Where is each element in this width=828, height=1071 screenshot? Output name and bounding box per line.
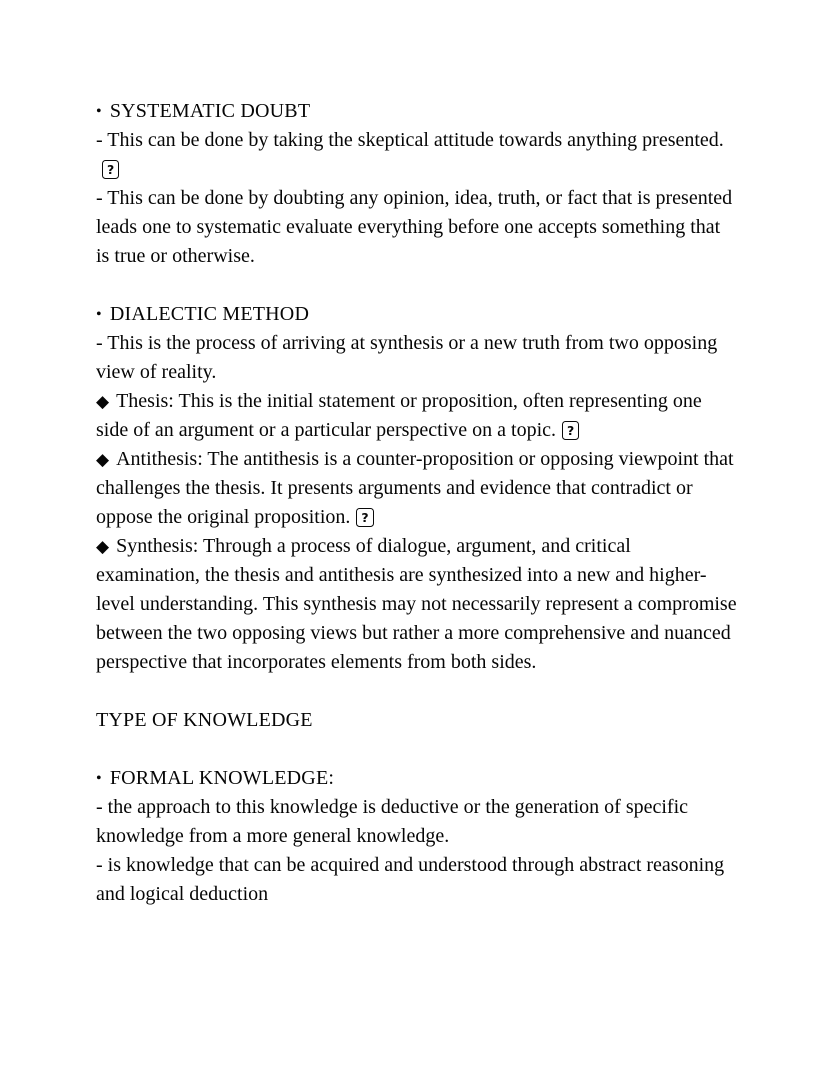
paragraph-text: Synthesis: Through a process of dialogue, argument, and critical examination, the thesis and antithesis are synthesized into a new and higher-level understanding. This synthesis may not necessarily represent a compromise between the two opposing views but rather a more comprehensive and nuanced perspective that incorporates elements from both sides.	[96, 535, 737, 673]
document-content	[96, 97, 737, 909]
bullet-icon: •	[96, 770, 102, 787]
section-heading-dialectic-method	[96, 300, 737, 329]
paragraph-text: - This can be done by doubting any opinion, idea, truth, or fact that is presented leads one to systematic evaluate everything before one accepts something that is true or otherwise.	[96, 187, 733, 267]
paragraph-synthesis	[96, 532, 737, 677]
section-title-dialectic-method: DIALECTIC METHOD	[109, 303, 310, 325]
section-heading-formal-knowledge	[96, 764, 737, 793]
bullet-icon: •	[96, 306, 102, 323]
paragraph-text: - This can be done by taking the skeptical attitude towards anything presented.	[96, 129, 724, 151]
section-title-systematic-doubt: SYSTEMATIC DOUBT	[109, 100, 311, 122]
paragraph-text: - This is the process of arriving at synthesis or a new truth from two opposing view of reality.	[96, 332, 718, 383]
paragraph-abstract-reasoning	[96, 851, 737, 909]
bullet-icon: •	[96, 103, 102, 120]
heading-text: TYPE OF KNOWLEDGE	[96, 709, 313, 731]
paragraph-dialectic-intro	[96, 329, 737, 387]
paragraph-text: - is knowledge that can be acquired and understood through abstract reasoning and logical deduction	[96, 854, 725, 905]
paragraph-skeptical-attitude	[96, 126, 737, 184]
missing-character-icon: ?	[356, 508, 373, 527]
section-title-formal-knowledge: FORMAL KNOWLEDGE:	[109, 767, 335, 789]
heading-type-of-knowledge	[96, 706, 737, 735]
paragraph-text: Antithesis: The antithesis is a counter-proposition or opposing viewpoint that challenges the thesis. It presents arguments and evidence that contradict or oppose the original proposition.	[96, 448, 734, 528]
diamond-icon: ◆	[96, 537, 110, 556]
paragraph-deductive-approach	[96, 793, 737, 851]
missing-character-icon: ?	[102, 160, 119, 179]
paragraph-text: - the approach to this knowledge is deductive or the generation of specific knowledge from a more general knowledge.	[96, 796, 689, 847]
missing-character-icon: ?	[562, 421, 579, 440]
diamond-icon: ◆	[96, 450, 110, 469]
paragraph-thesis	[96, 387, 737, 445]
diamond-icon: ◆	[96, 392, 110, 411]
paragraph-doubting-opinion	[96, 184, 737, 271]
paragraph-antithesis	[96, 445, 737, 532]
section-formal-knowledge	[96, 764, 737, 909]
section-dialectic-method	[96, 300, 737, 677]
paragraph-text: Thesis: This is the initial statement or proposition, often representing one side of an argument or a particular perspective on a topic.	[96, 390, 702, 441]
section-systematic-doubt	[96, 97, 737, 271]
section-heading-systematic-doubt	[96, 97, 737, 126]
